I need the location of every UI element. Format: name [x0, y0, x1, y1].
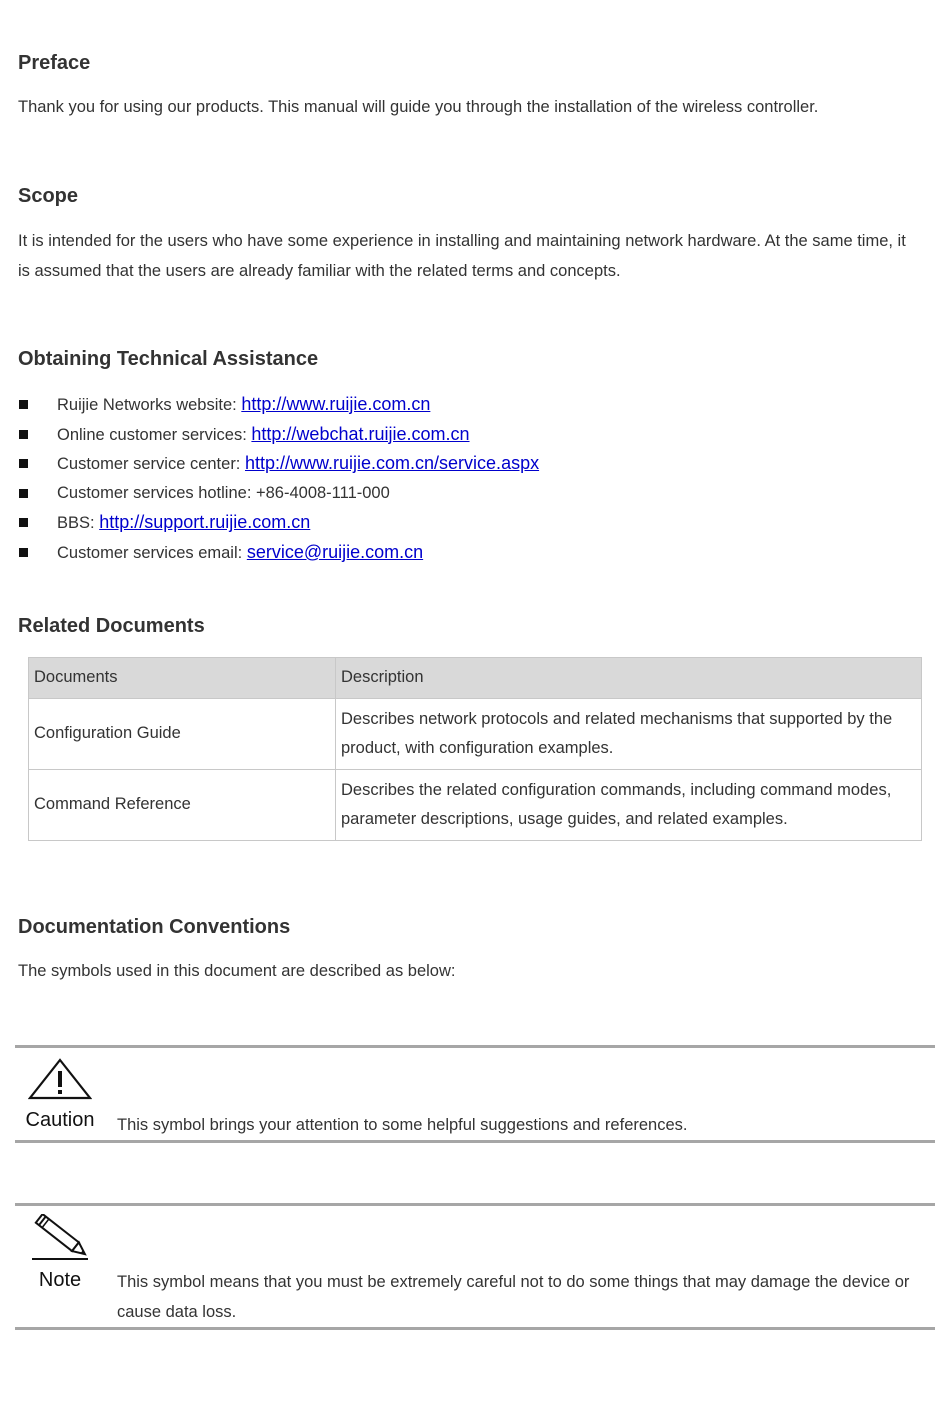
divider — [15, 1140, 935, 1143]
table-row — [29, 699, 922, 770]
note-label: Note — [38, 1269, 82, 1291]
preface-text: Thank you for using our products. This manual will guide you through the installation of the wireless controller. — [18, 98, 819, 116]
scope-text-line-1: It is intended for the users who have some experience in installing and maintaining network hardware. At the same time, it — [18, 232, 906, 250]
scope-text-line-2: is assumed that the users are already familiar with the related terms and concepts. — [18, 262, 621, 280]
note-text-line-1: This symbol means that you must be extremely careful not to do some things that may damage the device or — [117, 1273, 910, 1291]
description-line: Describes the related configuration commands, including command modes, — [341, 780, 892, 799]
bullet-icon — [19, 400, 28, 409]
document-description — [336, 770, 922, 841]
note-text-line-2: cause data loss. — [117, 1303, 237, 1321]
table-header-row — [29, 658, 922, 699]
note-symbol — [15, 1214, 105, 1292]
bullet-icon — [19, 548, 28, 557]
conventions-intro: The symbols used in this document are described as below: — [18, 962, 456, 980]
bullet-icon — [19, 518, 28, 527]
preface-heading: Preface — [18, 52, 91, 74]
document-description — [336, 699, 922, 770]
description-line: Describes network protocols and related mechanisms that supported by the — [341, 709, 893, 728]
divider — [15, 1203, 935, 1206]
caution-text: This symbol brings your attention to some helpful suggestions and references. — [117, 1116, 688, 1134]
list-item — [18, 390, 539, 420]
item-label: BBS: — [57, 514, 100, 533]
table-row — [29, 770, 922, 841]
caution-symbol — [15, 1058, 105, 1132]
column-header-documents: Documents — [29, 658, 336, 699]
bullet-icon — [19, 430, 28, 439]
bullet-icon — [19, 489, 28, 498]
item-label: Customer service center: — [57, 455, 245, 474]
list-item — [18, 508, 539, 538]
assistance-list — [18, 390, 539, 568]
warning-triangle-icon — [28, 1058, 92, 1102]
description-line: product, with configuration examples. — [341, 739, 614, 757]
description-line: parameter descriptions, usage guides, and related examples. — [341, 810, 788, 828]
document-name: Command Reference — [29, 770, 336, 841]
related-documents-table — [28, 657, 922, 841]
list-item — [18, 449, 539, 479]
column-header-description: Description — [336, 658, 922, 699]
related-documents-heading: Related Documents — [18, 615, 205, 637]
caution-label: Caution — [25, 1109, 95, 1131]
conventions-heading: Documentation Conventions — [18, 916, 291, 938]
divider — [15, 1327, 935, 1330]
scope-heading: Scope — [18, 185, 79, 207]
list-item — [18, 538, 539, 568]
service-center-link[interactable]: http://www.ruijie.com.cn/service.aspx — [244, 453, 540, 474]
document-name: Configuration Guide — [29, 699, 336, 770]
webchat-link[interactable]: http://webchat.ruijie.com.cn — [251, 423, 470, 444]
item-label: Online customer services: — [57, 425, 252, 444]
item-label: Ruijie Networks website: — [57, 396, 242, 414]
bullet-icon — [19, 459, 28, 468]
assistance-heading: Obtaining Technical Assistance — [18, 348, 319, 370]
item-label: Customer services hotline: +86-4008-111-000 — [57, 483, 390, 502]
list-item — [18, 420, 539, 450]
pencil-icon — [24, 1214, 96, 1262]
website-link[interactable]: http://www.ruijie.com.cn — [241, 394, 431, 414]
bbs-link[interactable]: http://support.ruijie.com.cn — [99, 512, 311, 533]
item-label: Customer services email: — [57, 543, 247, 562]
list-item — [18, 479, 539, 509]
divider — [15, 1045, 935, 1048]
email-link[interactable]: service@ruijie.com.cn — [246, 541, 424, 562]
